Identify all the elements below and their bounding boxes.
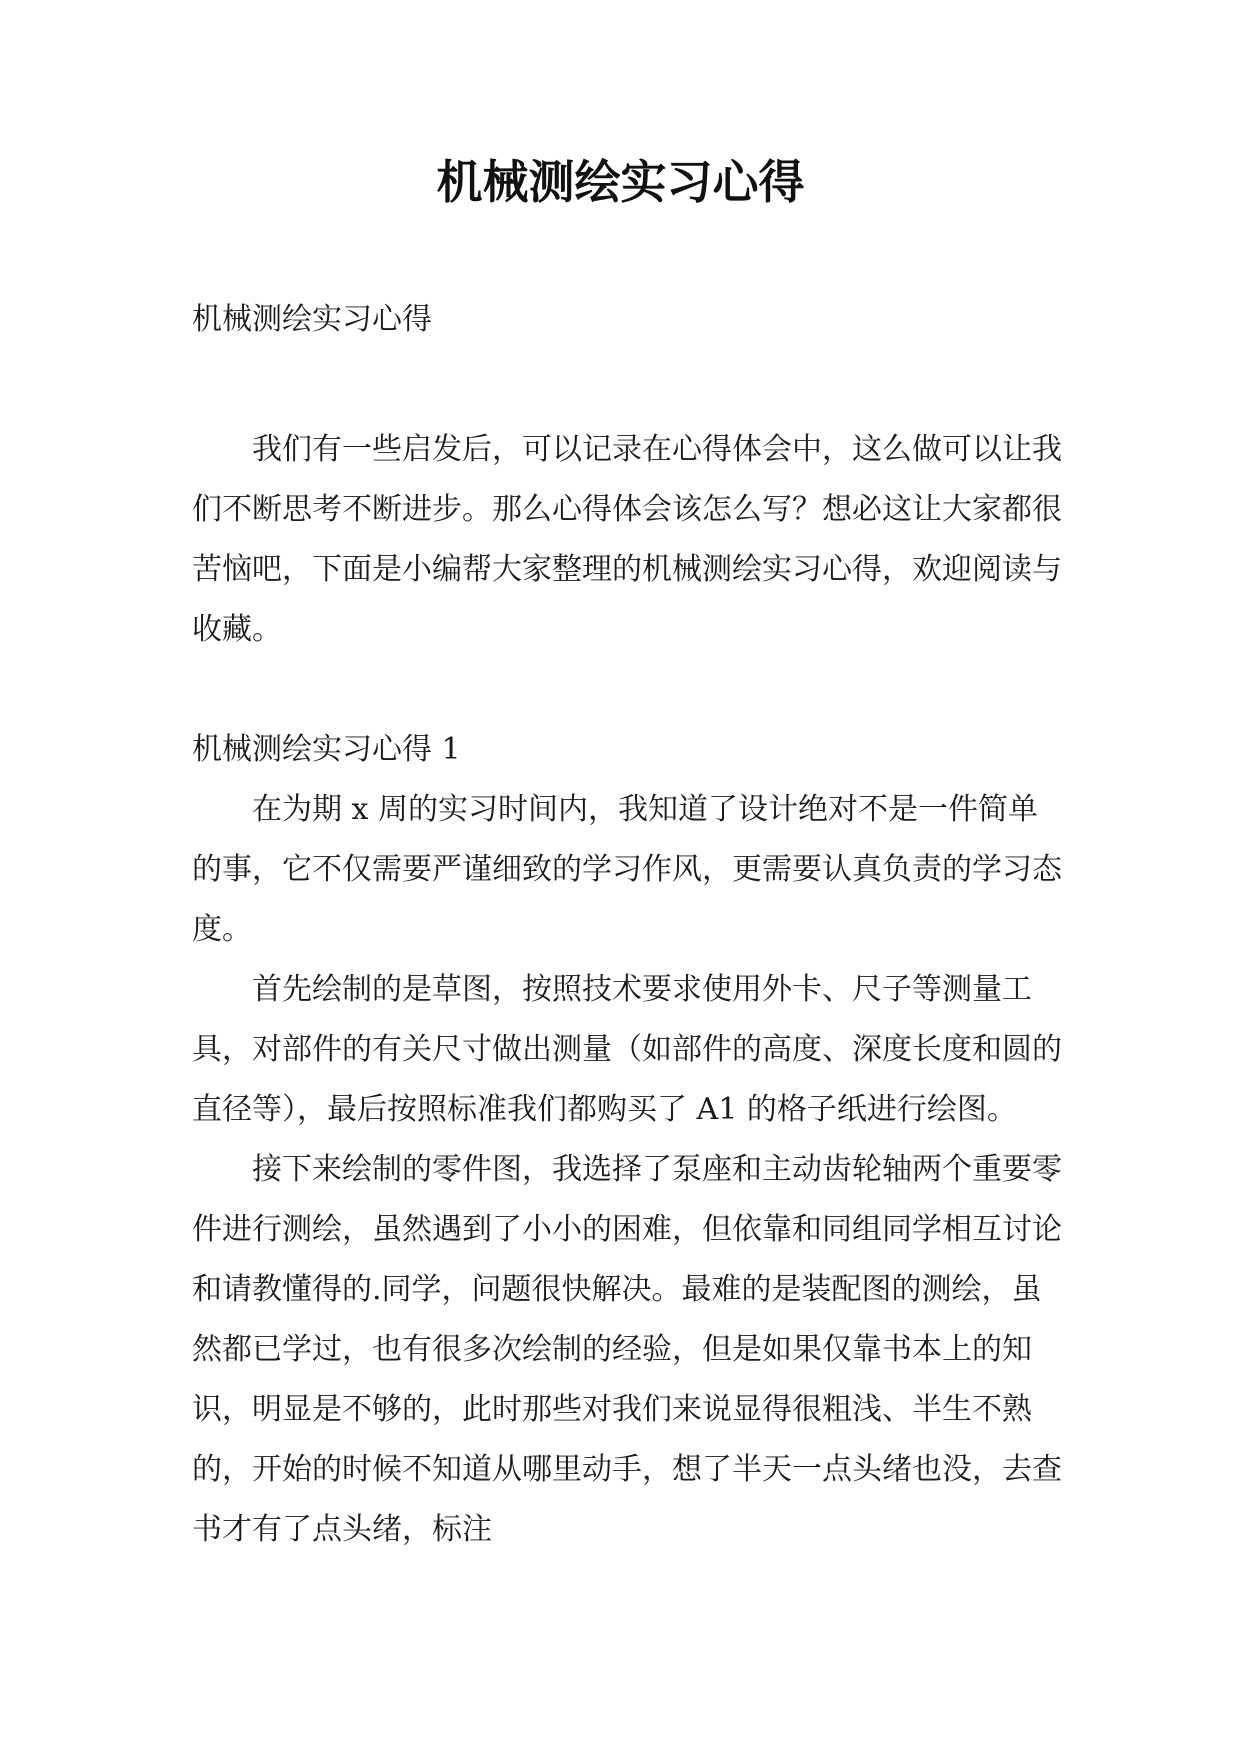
document-subtitle: 机械测绘实习心得: [192, 302, 432, 337]
body-paragraph: 在为期 x 周的实习时间内，我知道了设计绝对不是一件简单的事，它不仅需要严谨细致的学习作风，更需要认真负责的学习态度。: [192, 792, 1062, 947]
spacer: [192, 660, 1062, 720]
intro-paragraph: 我们有一些启发后，可以记录在心得体会中，这么做可以让我们不断思考不断进步。那么心得体会该怎么写？想必这让大家都很苦恼吧，下面是小编帮大家整理的机械测绘实习心得，欢迎阅读与收藏。: [192, 432, 1062, 647]
body-paragraph: 接下来绘制的零件图，我选择了泵座和主动齿轮轴两个重要零件进行测绘，虽然遇到了小小的困难，但依靠和同组同学相互讨论和请教懂得的.同学，问题很快解决。最难的是装配图的测绘，虽然都已学过，也有很多次绘制的经验，但是如果仅靠书本上的知识，明显是不够的，此时那些对我们来说显得很粗浅、半生不熟的，开始的时候不知道从哪里动手，想了半天一点头绪也没，去查书才有了点头绪，标注: [192, 1152, 1062, 1547]
document-title: 机械测绘实习心得: [436, 155, 805, 209]
document-body: [192, 290, 1062, 1560]
body-paragraph: 首先绘制的是草图，按照技术要求使用外卡、尺子等测量工具，对部件的有关尺寸做出测量（如部件的高度、深度长度和圆的直径等），最后按照标准我们都购买了 A1 的格子纸进行绘图。: [192, 972, 1062, 1127]
section-heading: 机械测绘实习心得 1: [192, 732, 461, 767]
spacer: [192, 350, 1062, 420]
